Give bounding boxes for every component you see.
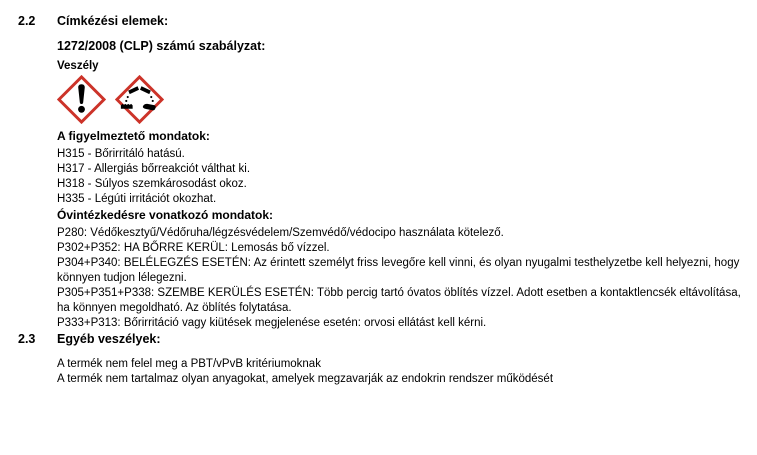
hazard-statements-heading: A figyelmeztető mondatok: (57, 129, 210, 143)
other-hazards-line: A termék nem tartalmaz olyan anyagokat, amelyek megzavarják az endokrin rendszer működését (57, 373, 554, 385)
hazard-statement: H318 - Súlyos szemkárosodást okoz. (57, 178, 247, 190)
hazard-statements-list (57, 147, 745, 207)
hazard-statement: H315 - Bőrirritáló hatású. (57, 148, 185, 160)
section-title: Címkézési elemek: (57, 14, 169, 28)
precautionary-statements-heading: Óvintézkedésre vonatkozó mondatok: (57, 208, 274, 222)
section-title: Egyéb veszélyek: (57, 332, 161, 346)
signal-word: Veszély (57, 60, 99, 72)
section-labelling-elements (0, 13, 757, 331)
ghs05-corrosion-icon (115, 75, 164, 124)
other-hazards-text (57, 357, 745, 387)
precautionary-statement: P280: Védőkesztyű/Védőruha/légzésvédelem/Szemvédő/védocipo használata kötelező. (57, 227, 504, 239)
hazard-statement: H335 - Légúti irritációt okozhat. (57, 193, 217, 205)
section-number: 2.3 (18, 332, 36, 346)
section-other-hazards (0, 331, 757, 387)
other-hazards-line: A termék nem felel meg a PBT/vPvB kritériumoknak (57, 358, 321, 370)
ghs07-exclamation-mark-icon (57, 75, 106, 124)
precautionary-statement: P305+P351+P338: SZEMBE KERÜLÉS ESETÉN: Több percig tartó óvatos öblítés vízzel. Adott esetben a kontaktlencsék eltávolítása, ha könnyen megoldható. Az öblítés folytatása. (57, 287, 741, 314)
hazard-statement: H317 - Allergiás bőrreakciót válthat ki. (57, 163, 251, 175)
precautionary-statements-list (57, 226, 745, 331)
precautionary-statement: P304+P340: BELÉLEGZÉS ESETÉN: Az érintett személyt friss levegőre kell vinni, és olyan nyugalmi testhelyzetbe kell helyezni, hogy könnyen tudjon lélegezni. (57, 257, 740, 284)
precautionary-statement: P333+P313: Bőrirritáció vagy kiütések megjelenése esetén: orvosi ellátást kell kérni. (57, 317, 487, 329)
ghs-pictograms (57, 75, 745, 124)
regulation-heading: 1272/2008 (CLP) számú szabályzat: (57, 39, 266, 53)
section-number: 2.2 (18, 14, 36, 28)
precautionary-statement: P302+P352: HA BŐRRE KERÜL: Lemosás bő vízzel. (57, 242, 330, 254)
